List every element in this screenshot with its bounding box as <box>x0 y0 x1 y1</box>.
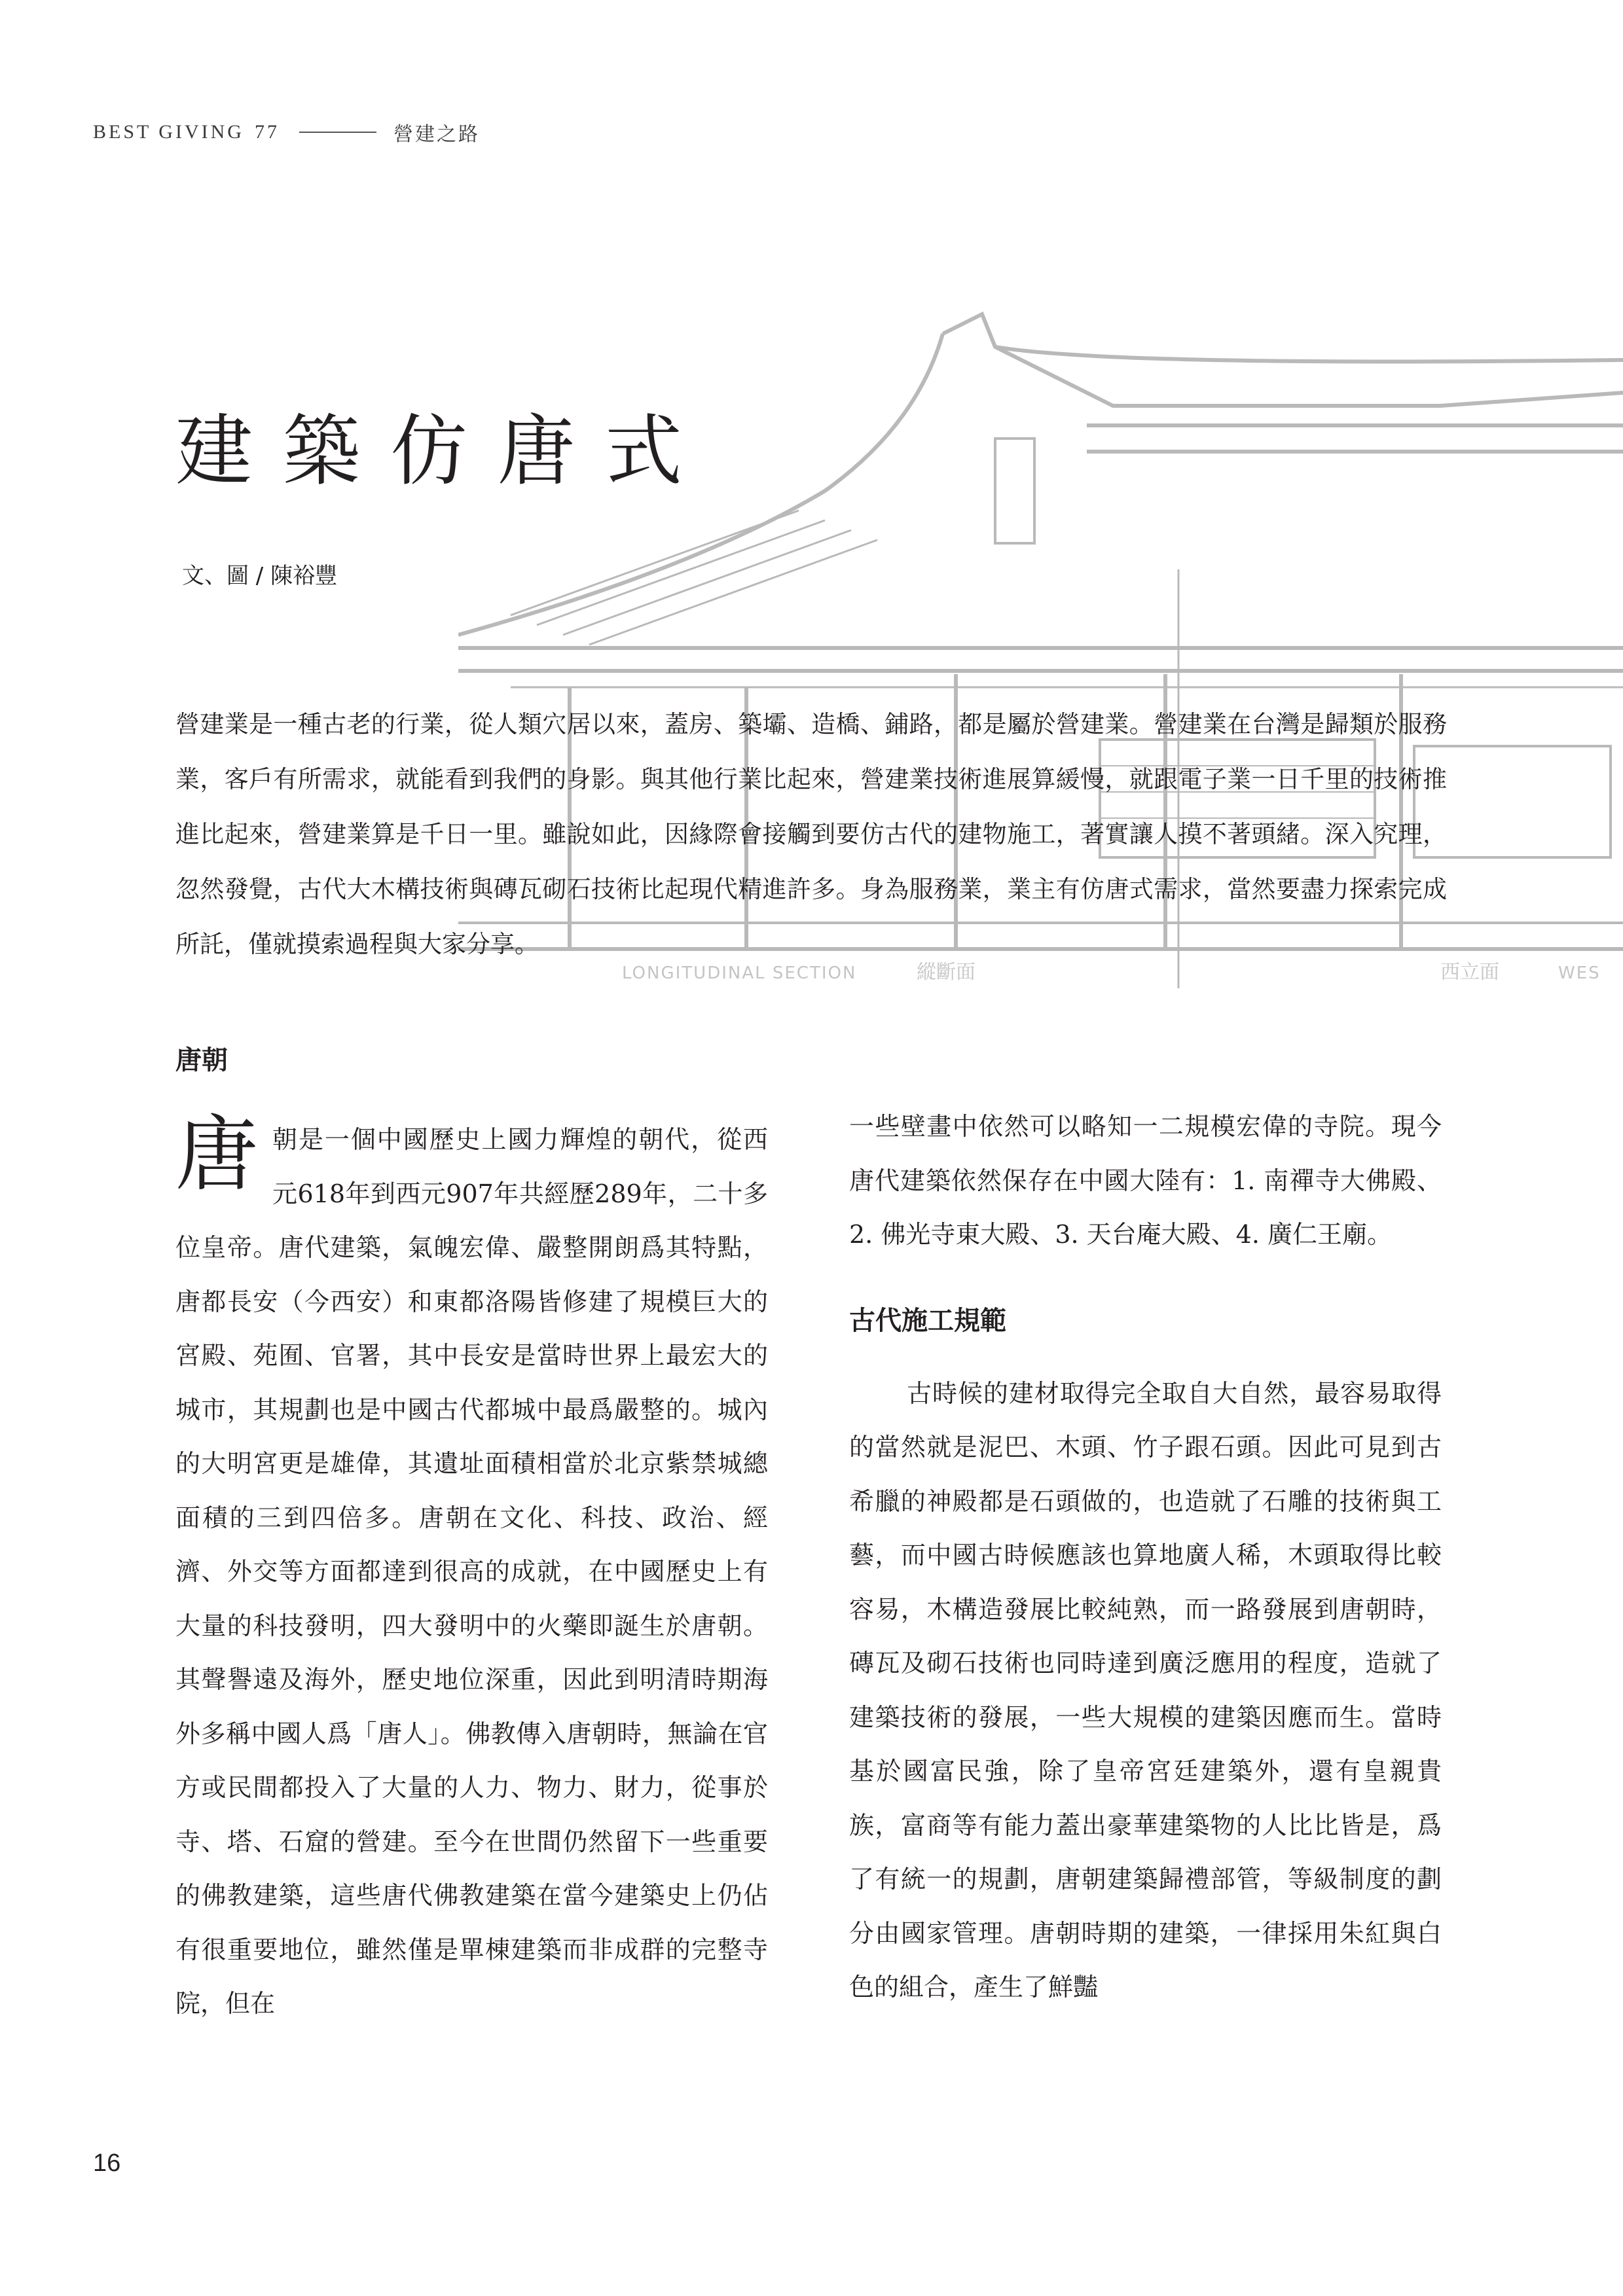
drawing-label-longitudinal-cn: 縱斷面 <box>917 961 976 984</box>
magazine-name: BEST GIVING <box>93 121 244 143</box>
drawing-label-west-cn: 西立面 <box>1440 961 1499 984</box>
article-byline: 文、圖 / 陳裕豐 <box>182 563 338 589</box>
body-text-left: 朝是一個中國歷史上國力輝煌的朝代，從西元618年到西元907年共經歷289年，二十多位皇帝。唐代建築，氣魄宏偉、嚴整開朗爲其特點，唐都長安（今西安）和東都洛陽皆修建了規模巨大的宮殿、苑囿、官署，其中長安是當時世界上最宏大的城市，其規劃也是中國古代都城中最爲嚴整的。城內的大明宮更是雄偉，其遺址面積相當於北京紫禁城總面積的三到四倍多。唐朝在文化、科技、政治、經濟、外交等方面都達到很高的成就，在中國歷史上有大量的科技發明，四大發明中的火藥即誕生於唐朝。其聲譽遠及海外，歷史地位深重，因此到明清時期海外多稱中國人爲「唐人」。佛教傳入唐朝時，無論在官方或民間都投入了大量的人力、物力、財力，從事於寺、塔、石窟的營建。至今在世間仍然留下一些重要的佛教建築，這些唐代佛教建築在當今建築史上仍佔有很重要地位，雖然僅是單棟建築而非成群的完整寺院，但在 <box>175 1125 768 2018</box>
page-number: 16 <box>93 2149 121 2177</box>
drawing-label-west: WES <box>1558 963 1601 983</box>
drawing-label-longitudinal: LONGITUDINAL SECTION <box>622 963 857 983</box>
drop-cap: 唐 <box>175 1106 258 1202</box>
section-heading-ancient-construction: 古代施工規範 <box>849 1305 1006 1336</box>
body-paragraph-construction: 古時候的建材取得完全取自大自然，最容易取得的當然就是泥巴、木頭、竹子跟石頭。因此可見到古希臘的神殿都是石頭做的，也造就了石雕的技術與工藝，而中國古時候應該也算地廣人稀，木頭取得比較容易，木構造發展比較純熟，而一路發展到唐朝時，磚瓦及砌石技術也同時達到廣泛應用的程度，造就了建築技術的發展，一些大規模的建築因應而生。當時基於國富民強，除了皇帝宮廷建築外，還有皇親貴族，富商等有能力蓋出豪華建築物的人比比皆是，爲了有統一的規劃，唐朝建築歸禮部管，等級制度的劃分由國家管理。唐朝時期的建築，一律採用朱紅與白色的組合，產生了鮮豔 <box>849 1378 1442 2001</box>
left-column <box>175 1047 768 2031</box>
article-intro: 營建業是一種古老的行業，從人類穴居以來，蓋房、築壩、造橋、鋪路，都是屬於營建業。營建業在台灣是歸類於服務業，客戶有所需求，就能看到我們的身影。與其他行業比起來，營建業技術進展算緩慢，就跟電子業一日千里的技術推進比起來，營建業算是千日一里。雖說如此，因緣際會接觸到要仿古代的建物施工，著實讓人摸不著頭緒。深入究理，忽然發覺，古代大木構技術與磚瓦砌石技術比起現代精進許多。身為服務業，業主有仿唐式需求，當然要盡力探索完成所託，僅就摸索過程與大家分享。 <box>175 710 1447 958</box>
issue-number: 77 <box>254 121 280 143</box>
section-name: 營建之路 <box>393 123 480 146</box>
section-heading-tang: 唐朝 <box>175 1045 228 1075</box>
article-title: 建築仿唐式 <box>175 406 713 496</box>
right-column <box>849 1100 1442 2015</box>
body-paragraph-tang-continued: 一些壁畫中依然可以略知一二規模宏偉的寺院。現今唐代建築依然保存在中國大陸有：1. 南禪寺大佛殿、2. 佛光寺東大殿、3. 天台庵大殿、4. 廣仁王廟。 <box>849 1112 1442 1249</box>
running-header <box>93 118 480 147</box>
body-paragraph-tang <box>175 1106 768 2031</box>
header-rule <box>299 132 376 133</box>
